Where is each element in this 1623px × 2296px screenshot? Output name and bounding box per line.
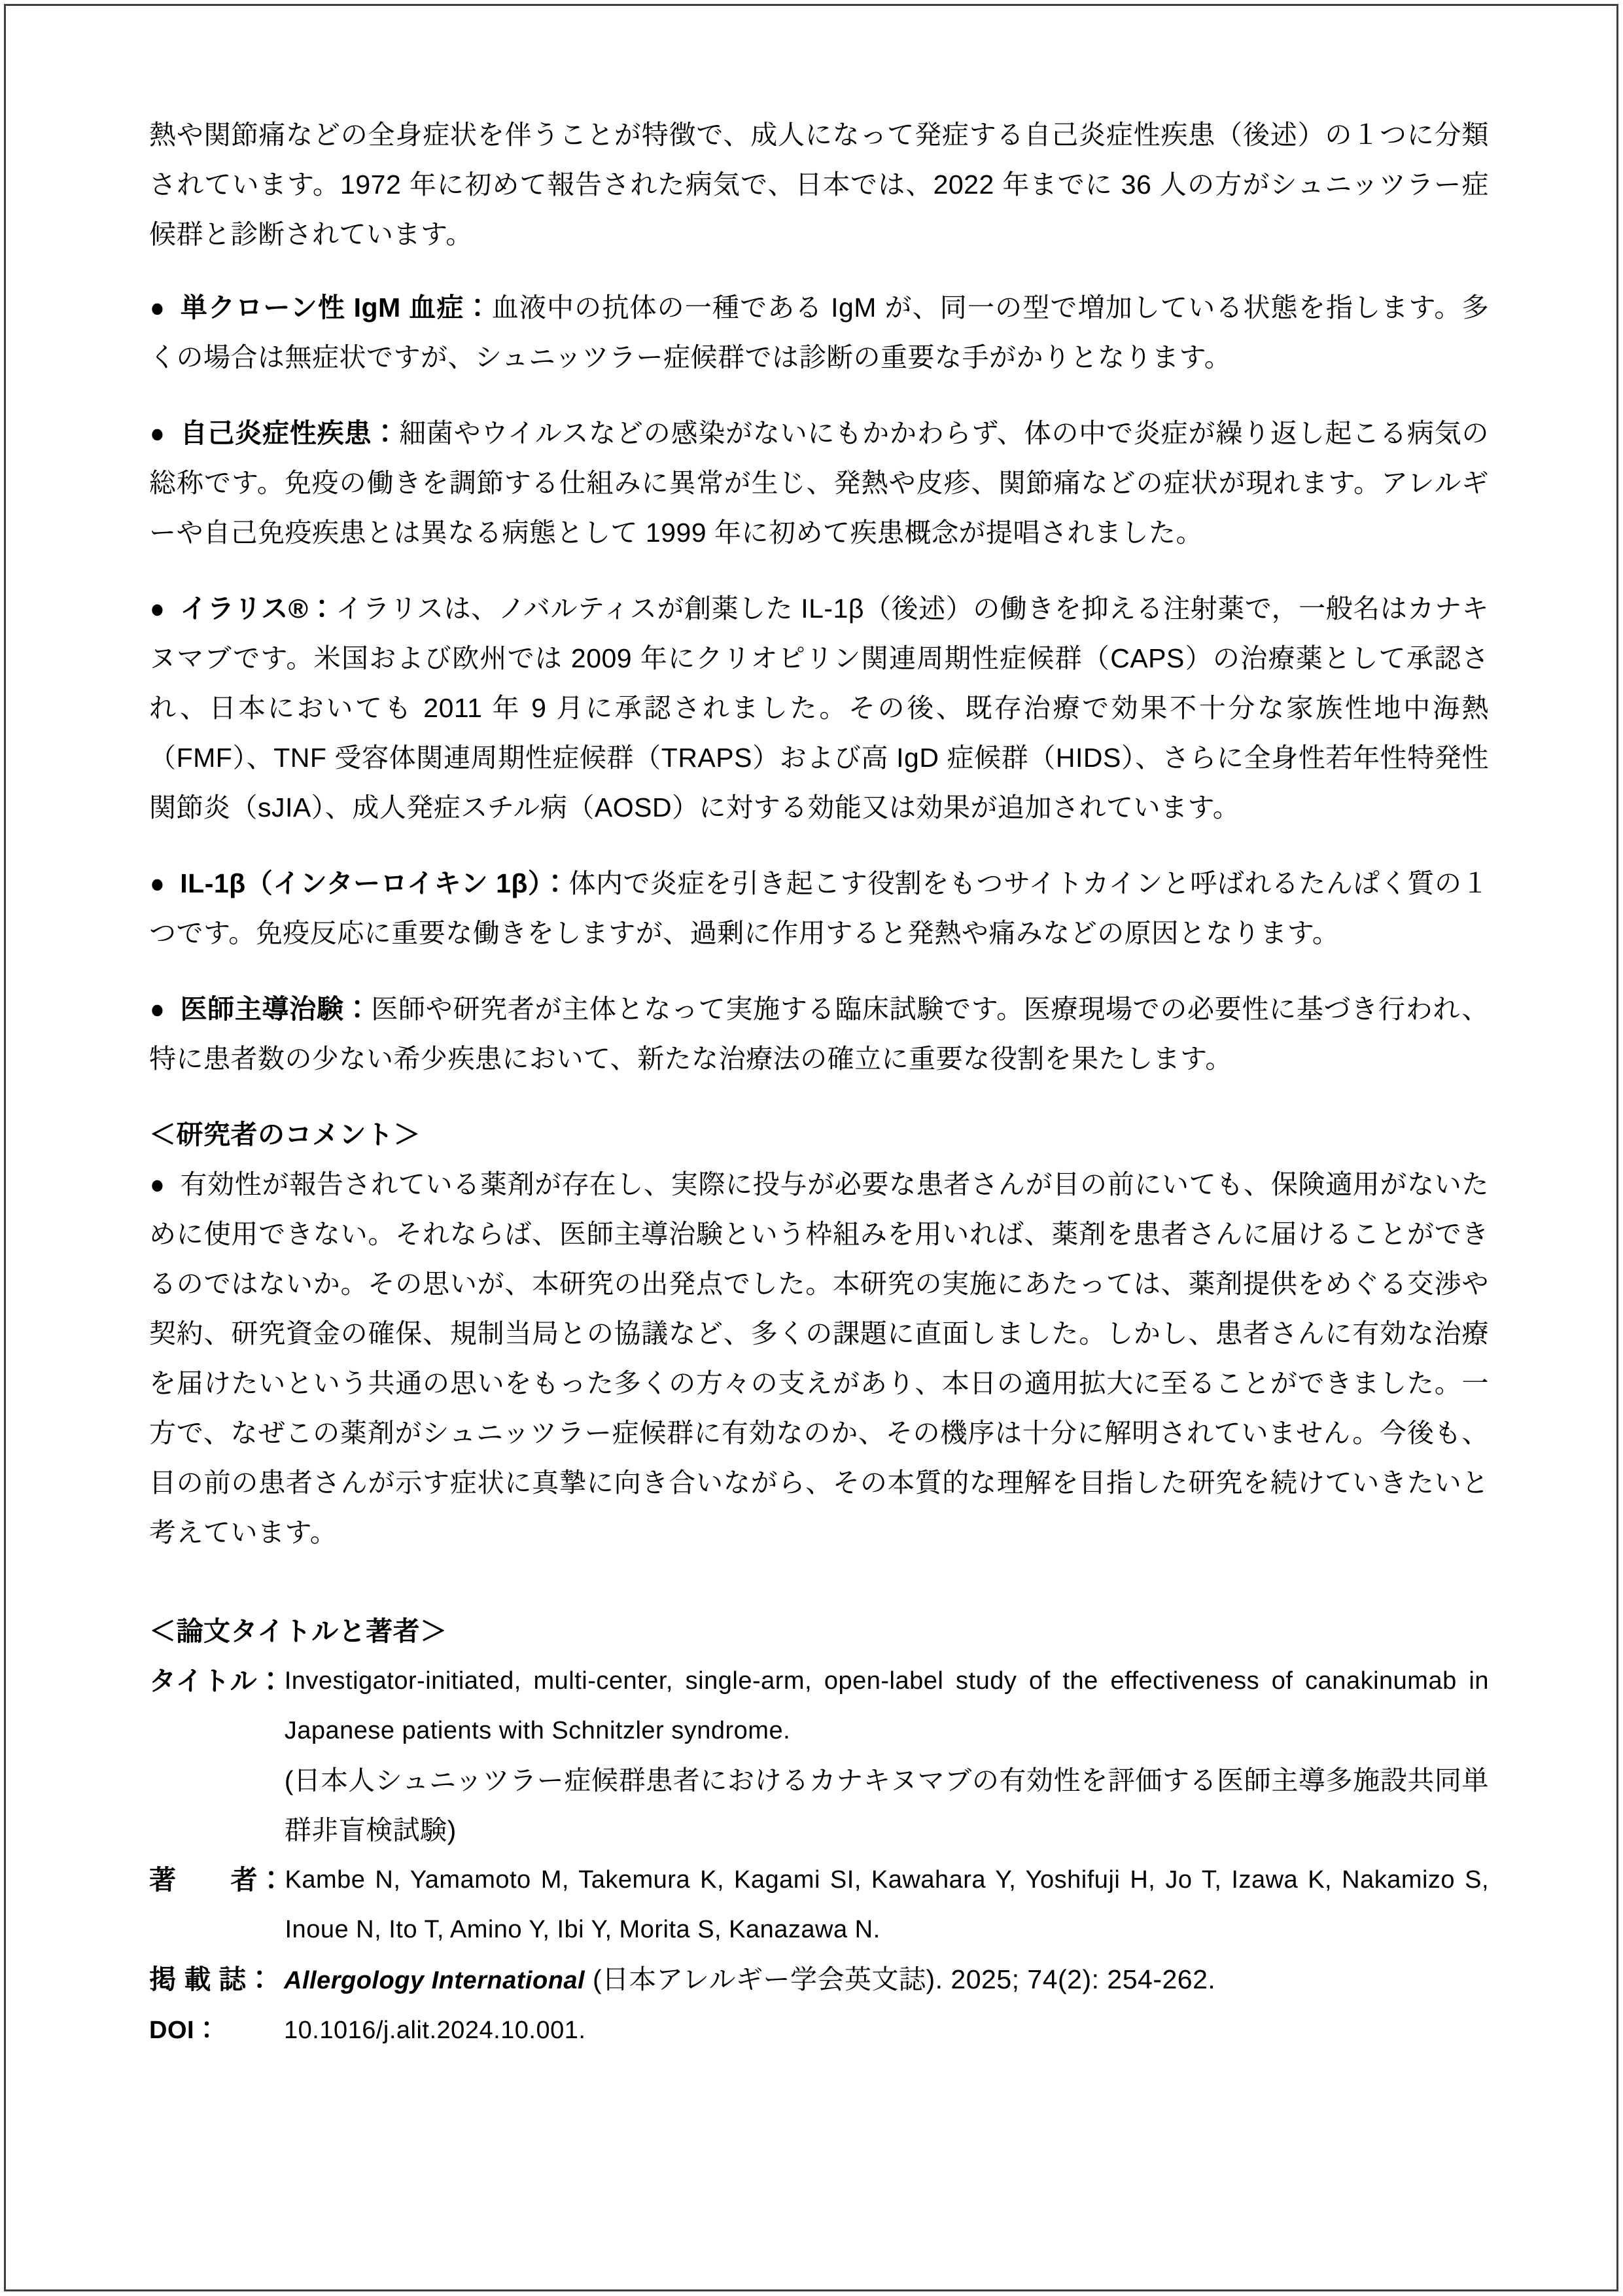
paper-authors-label: 著 者：	[149, 1865, 285, 1895]
paper-doi-value: 10.1016/j.alit.2024.10.001.	[284, 2017, 586, 2044]
intro-paragraph: 熱や関節痛などの全身症状を伴うことが特徴で、成人になって発症する自己炎症性疾患（後述）の１つに分類されています。1972 年に初めて報告された病気で、日本では、2022 年までに 36 人の方がシュニッツラー症候群と診断されています。	[149, 120, 1489, 249]
paper-title-japanese: (日本人シュニッツラー症候群患者におけるカナキヌマブの有効性を評価する医師主導多施設共同単群非盲検試験)	[284, 1765, 1489, 1845]
glossary-term: 単クローン性 IgM 血症：	[180, 292, 492, 323]
bullet-icon: ●	[150, 994, 166, 1024]
researcher-comment-paragraph	[149, 1159, 1489, 1557]
document-page	[149, 110, 1489, 2055]
glossary-definition: イラリスは、ノバルティスが創薬した IL-1β（後述）の働きを抑える注射薬で，一般名はカナキヌマブです。米国および欧州では 2009 年にクリオピリン関連周期性症候群（CAPS）の治療薬として承認され、日本においても 2011 年 9 月に承認されました。その後、既存治療で効果不十分な家族性地中海熱（FMF）、TNF 受容体関連周期性症候群（TRAPS）および高 IgD 症候群（HIDS）、さらに全身性若年性特発性関節炎（sJIA）、成人発症スチル病（AOSD）に対する効能又は効果が追加されています。	[149, 593, 1490, 822]
journal-citation-detail: (日本アレルギー学会英文誌). 2025; 74(2): 254-262.	[585, 1964, 1216, 1994]
glossary-item-investigator-initiated-trial	[149, 984, 1489, 1084]
glossary-item-ilaris	[149, 584, 1489, 832]
paper-title-label: タイトル：	[149, 1666, 285, 1696]
glossary-term: イラリス®：	[180, 593, 336, 624]
paper-doi-row	[149, 2005, 1489, 2055]
researcher-comment-text: 有効性が報告されている薬剤が存在し、実際に投与が必要な患者さんが目の前にいても、保険適用がないために使用できない。それならば、医師主導治験という枠組みを用いれば、薬剤を患者さんに届けることができるのではないか。その思いが、本研究の出発点でした。本研究の実施にあたっては、薬剤提供をめぐる交渉や契約、研究資金の確保、規制当局との協議など、多くの課題に直面しました。しかし、患者さんに有効な治療を届けたいという共通の思いをもった多くの方々の支えがあり、本日の適用拡大に至ることができました。一方で、なぜこの薬剤がシュニッツラー症候群に有効なのか、その機序は十分に解明されていません。今後も、目の前の患者さんが示す症状に真摯に向き合いながら、その本質的な理解を目指した研究を続けていきたいと考えています。	[149, 1169, 1489, 1547]
bullet-icon: ●	[150, 418, 166, 448]
paper-doi-label: DOI：	[149, 2017, 220, 2044]
paper-authors-value: Kambe N, Yamamoto M, Takemura K, Kagami SI, Kawahara Y, Yoshifuji H, Jo T, Izawa K, Nakamizo S, Inoue N, Ito T, Amino Y, Ibi Y, Morita S, Kanazawa N.	[285, 1866, 1489, 1943]
bullet-icon: ●	[150, 593, 166, 624]
bullet-icon: ●	[150, 868, 166, 898]
paper-journal-label: 掲 載 誌：	[149, 1964, 273, 1994]
bullet-icon: ●	[150, 1169, 166, 1199]
journal-name: Allergology International	[284, 1967, 585, 1994]
paper-journal-row	[149, 1954, 1489, 2005]
glossary-item-il1b	[149, 858, 1489, 958]
glossary-item-autoinflammatory-disease	[149, 408, 1489, 557]
glossary-definition: 細菌やウイルスなどの感染がないにもかかわらず、体の中で炎症が繰り返し起こる病気の総称です。免疫の働きを調節する仕組みに異常が生じ、発熱や皮疹、関節痛などの症状が現れます。アレルギーや自己免疫疾患とは異なる病態として 1999 年に初めて疾患概念が提唱されました。	[149, 418, 1489, 548]
paper-authors-row	[149, 1855, 1489, 1954]
glossary-item-monoclonal-igm	[149, 283, 1489, 382]
glossary-term: 自己炎症性疾患：	[180, 418, 399, 448]
glossary-term: IL-1β（インターロイキン 1β）：	[180, 868, 569, 898]
paper-title-value	[285, 1656, 1489, 1855]
glossary-term: 医師主導治験：	[180, 994, 372, 1024]
paper-title-row	[149, 1656, 1489, 1855]
bullet-icon: ●	[150, 292, 166, 323]
glossary-definition: 医師や研究者が主体となって実施する臨床試験です。医療現場での必要性に基づき行われ、特に患者数の少ない希少疾患において、新たな治療法の確立に重要な役割を果たします。	[149, 994, 1489, 1074]
paper-journal-value	[284, 1954, 1489, 2005]
paper-info-heading: ＜論文タイトルと著者＞	[149, 1616, 447, 1646]
glossary-definition: 血液中の抗体の一種である IgM が、同一の型で増加している状態を指します。多くの場合は無症状ですが、シュニッツラー症候群では診断の重要な手がかりとなります。	[149, 292, 1489, 372]
paper-title-english: Investigator-initiated, multi-center, single-arm, open-label study of the effectiveness of canakinumab in Japanese patients with Schnitzler syndrome.	[284, 1667, 1489, 1744]
researcher-comment-heading: ＜研究者のコメント＞	[149, 1120, 421, 1150]
glossary-definition: 体内で炎症を引き起こす役割をもつサイトカインと呼ばれるたんぱく質の１つです。免疫反応に重要な働きをしますが、過剰に作用すると発熱や痛みなどの原因となります。	[149, 868, 1489, 948]
paper-info-section	[149, 1606, 1489, 2055]
